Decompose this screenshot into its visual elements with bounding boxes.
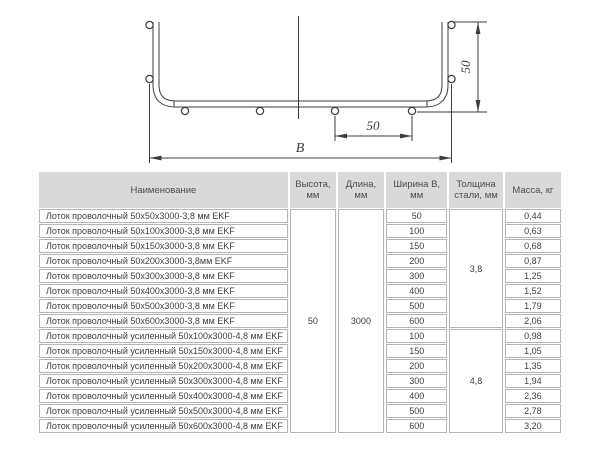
mass-cell: 2,78 xyxy=(505,404,561,418)
width-b-cell: 400 xyxy=(386,389,447,403)
width-b-cell: 400 xyxy=(386,284,447,298)
wire-bottom-4 xyxy=(408,107,415,114)
length-merged-cell: 3000 xyxy=(338,209,384,433)
width-b-cell: 150 xyxy=(386,239,447,253)
product-name-cell: Лоток проволочный 50x100x3000-3,8 мм EKF xyxy=(39,224,288,238)
width-b-cell: 200 xyxy=(386,254,447,268)
product-name-cell: Лоток проволочный усиленный 50x600x3000-4,8 мм EKF xyxy=(39,419,288,433)
width-b-label: B xyxy=(295,141,305,156)
mass-cell: 1,25 xyxy=(505,269,561,283)
product-name-cell: Лоток проволочный 50x50x3000-3,8 мм EKF xyxy=(39,209,288,223)
column-header-4: Толщина стали, мм xyxy=(449,172,502,208)
product-name-cell: Лоток проволочный 50x400x3000-3,8 мм EKF xyxy=(39,284,288,298)
wire-mid-right xyxy=(448,75,455,82)
mass-cell: 0,87 xyxy=(505,254,561,268)
product-name-cell: Лоток проволочный усиленный 50x100x3000-4,8 мм EKF xyxy=(39,329,288,343)
product-name-cell: Лоток проволочный усиленный 50x500x3000-4,8 мм EKF xyxy=(39,404,288,418)
wire-bottom-1 xyxy=(181,107,188,114)
tray-cross-section-drawing xyxy=(0,0,600,170)
mass-cell: 2,06 xyxy=(505,314,561,328)
header-row xyxy=(39,172,561,208)
side-height-label: 50 xyxy=(458,60,473,74)
product-name-cell: Лоток проволочный 50x600x3000-3,8 мм EKF xyxy=(39,314,288,328)
table-row xyxy=(39,209,561,223)
product-name-cell: Лоток проволочный усиленный 50x400x3000-4,8 мм EKF xyxy=(39,389,288,403)
width-b-cell: 300 xyxy=(386,374,447,388)
wire-mid-left xyxy=(146,75,153,82)
mass-cell: 1,94 xyxy=(505,374,561,388)
column-header-0: Наименование xyxy=(39,172,288,208)
mass-cell: 0,63 xyxy=(505,224,561,238)
width-b-cell: 600 xyxy=(386,314,447,328)
spec-table xyxy=(37,171,563,434)
width-b-cell: 500 xyxy=(386,299,447,313)
product-name-cell: Лоток проволочный 50x150x3000-3,8 мм EKF xyxy=(39,239,288,253)
width-b-cell: 100 xyxy=(386,224,447,238)
product-name-cell: Лоток проволочный 50x500x3000-3,8 мм EKF xyxy=(39,299,288,313)
mass-cell: 0,44 xyxy=(505,209,561,223)
product-name-cell: Лоток проволочный усиленный 50x200x3000-4,8 мм EKF xyxy=(39,359,288,373)
mass-cell: 1,35 xyxy=(505,359,561,373)
spec-table-head xyxy=(39,172,561,208)
tray-outline xyxy=(156,22,445,107)
width-b-cell: 150 xyxy=(386,344,447,358)
wire-bottom-2 xyxy=(256,107,263,114)
product-name-cell: Лоток проволочный усиленный 50x150x3000-4,8 мм EKF xyxy=(39,344,288,358)
mass-cell: 0,98 xyxy=(505,329,561,343)
thickness-merged-cell: 4,8 xyxy=(449,329,502,433)
mass-cell: 2,36 xyxy=(505,389,561,403)
width-b-cell: 500 xyxy=(386,404,447,418)
width-b-cell: 600 xyxy=(386,419,447,433)
height-merged-cell: 50 xyxy=(290,209,336,433)
column-header-2: Длина, мм xyxy=(338,172,384,208)
mass-cell: 0,68 xyxy=(505,239,561,253)
column-header-3: Ширина B, мм xyxy=(386,172,447,208)
mass-cell: 1,05 xyxy=(505,344,561,358)
product-name-cell: Лоток проволочный 50x300x3000-3,8 мм EKF xyxy=(39,269,288,283)
mass-cell: 3,20 xyxy=(505,419,561,433)
mass-cell: 1,52 xyxy=(505,284,561,298)
spec-table-body xyxy=(39,209,561,433)
wire-bottom-3 xyxy=(331,107,338,114)
wire-pitch-label: 50 xyxy=(366,118,380,133)
width-b-cell: 50 xyxy=(386,209,447,223)
product-name-cell: Лоток проволочный усиленный 50x300x3000-4,8 мм EKF xyxy=(39,374,288,388)
column-header-1: Высота, мм xyxy=(290,172,336,208)
width-b-cell: 200 xyxy=(386,359,447,373)
mass-cell: 1,79 xyxy=(505,299,561,313)
thickness-merged-cell: 3,8 xyxy=(449,209,502,328)
product-name-cell: Лоток проволочный 50x200x3000-3,8мм EKF xyxy=(39,254,288,268)
width-b-cell: 100 xyxy=(386,329,447,343)
wire-top-left xyxy=(146,21,153,28)
width-b-cell: 300 xyxy=(386,269,447,283)
column-header-5: Масса, кг xyxy=(505,172,561,208)
